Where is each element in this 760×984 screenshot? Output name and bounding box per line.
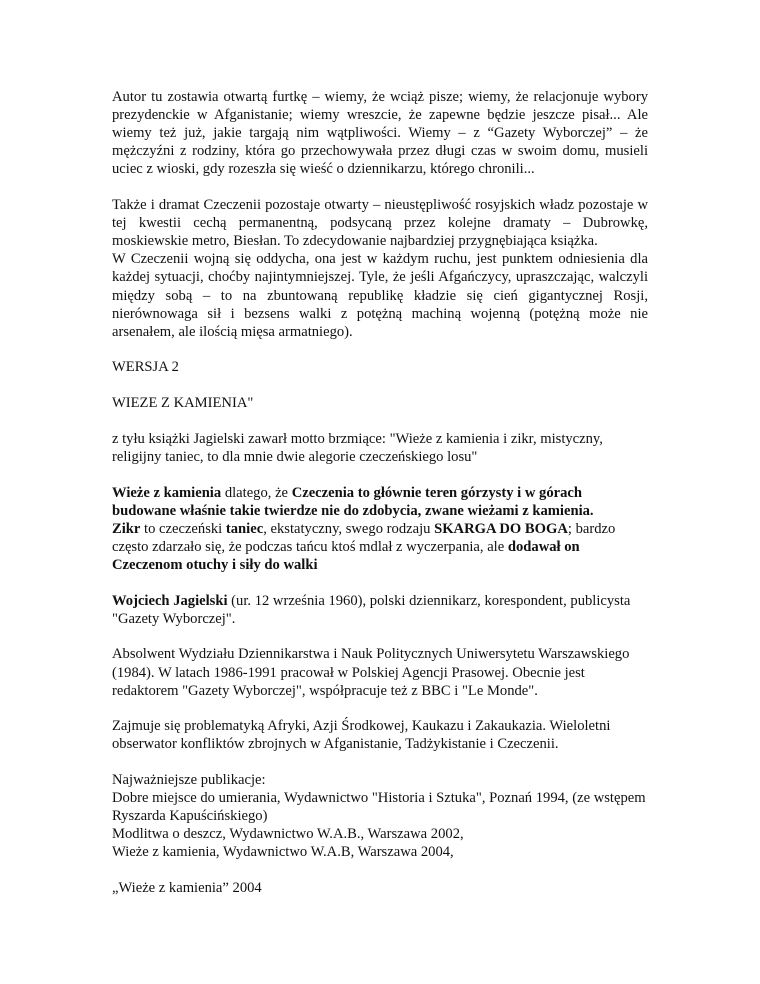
version-label: WERSJA 2: [112, 359, 179, 376]
paragraph-gap: [112, 412, 648, 430]
paragraph-gap: [112, 753, 648, 771]
bold-term: taniec: [225, 520, 264, 537]
bold-phrase: dodawał on Czeczenom otuchy i siły do walki: [112, 538, 580, 573]
paragraph-gap: [112, 178, 648, 196]
paragraph-zikr-explanation: [112, 520, 648, 574]
paragraph-gap: [112, 862, 648, 880]
paragraph-chechnya-war: W Czeczenii wojną się oddycha, ona jest w każdym ruchu, jest punktem odniesienia dla każdej sytuacji, choćby najintymniejszej. Tyle, że jeśli Afgańczycy, upraszczając, walczyli między sobą – to na zbuntowaną republikę kładzie się cień gigantycznej Rosji, nierównowaga sił i bezsens walki z potężną machiną wojenną (potężną może nie arsenałem, ale ilością mięsa armatniego).: [112, 251, 648, 340]
paragraph-gap: [112, 700, 648, 718]
paragraph-motto: z tyłu książki Jagielski zawarł motto brzmiące: "Wieże z kamienia i zikr, mistyczny, religijny taniec, to dla mnie dwie alegorie czeczeńskiego losu": [112, 430, 603, 465]
paragraph-focus: Zajmuje się problematyką Afryki, Azji Środkowej, Kaukazu i Zakaukazia. Wieloletni obserwator konfliktów zbrojnych w Afganistanie, Tadżykistanie i Czeczenii.: [112, 718, 611, 753]
paragraph-gap: [112, 574, 648, 592]
paragraph-gap: [112, 377, 648, 395]
paragraph-author-note: Autor tu zostawia otwartą furtkę – wiemy, że wciąż pisze; wiemy, że relacjonuje wybory prezydenckie w Afganistanie; wiemy wreszcie, że zapewne będzie jeszcze pisał... Ale wiemy też już, jakie targają nim wątpliwości. Wiemy – z “Gazety Wyborczej” – że mężczyźni z rodziny, która go przechowywała przez długi czas w swoim domu, musieli uciec z wioski, gdy rozeszła się wieść o dziennikarzu, którego chronili...: [112, 89, 648, 178]
paragraph-gap: [112, 466, 648, 484]
publication-item: Dobre miejsce do umierania, Wydawnictwo "Historia i Sztuka", Poznań 1994, (ze wstępem Ryszarda Kapuścińskiego): [112, 790, 646, 825]
publications-heading: Najważniejsze publikacje:: [112, 772, 266, 789]
bold-term: Zikr: [112, 520, 141, 537]
text-run: to czeczeński: [140, 520, 226, 537]
text-run: (ur. 12 września 1960), polski dziennikarz, korespondent, publicysta "Gazety Wyborczej".: [112, 592, 631, 627]
text-run: dlatego, że: [221, 484, 292, 501]
paragraph-gap: [112, 628, 648, 646]
section-heading: WIEZE Z KAMIENIA": [112, 395, 254, 412]
publication-item: Modlitwa o deszcz, Wydawnictwo W.A.B., Warszawa 2002,: [112, 826, 464, 843]
paragraph-chechnya-drama: Także i dramat Czeczenii pozostaje otwarty – nieustępliwość rosyjskich władz pozostaje w tej kwestii cechą permanentną, podsycaną przez kolejne dramaty – Dubrowkę, moskiewskie metro, Biesłan. To zdecydowanie najbardziej przygnębiająca książka.: [112, 197, 648, 250]
text-run: ; bardzo często zdarzało się, że podczas tańcu ktoś mdlał z wyczerpania, ale: [112, 520, 616, 555]
bold-term: Wieże z kamienia: [112, 484, 222, 501]
publication-item: Wieże z kamienia, Wydawnictwo W.A.B, Warszawa 2004,: [112, 844, 454, 861]
bold-phrase: SKARGA DO BOGA: [434, 520, 568, 537]
text-run: , ekstatyczny, swego rodzaju: [263, 520, 435, 537]
document-page: [112, 88, 648, 897]
paragraph-bio: [112, 592, 648, 628]
closing-title: „Wieże z kamienia” 2004: [112, 880, 262, 897]
bold-phrase: Czeczenia to głównie teren górzysty i w górach budowane właśnie takie twierdze nie do zdobycia, zwane wieżami z kamienia.: [112, 484, 594, 519]
author-name: Wojciech Jagielski: [112, 592, 228, 609]
paragraph-wieze-explanation: [112, 484, 648, 520]
paragraph-gap: [112, 341, 648, 359]
paragraph-education: Absolwent Wydziału Dziennikarstwa i Nauk Politycznych Uniwersytetu Warszawskiego (1984). W latach 1986-1991 pracował w Polskiej Agencji Prasowej. Obecnie jest redaktorem "Gazety Wyborczej", współpracuje też z BBC i "Le Monde".: [112, 646, 630, 699]
